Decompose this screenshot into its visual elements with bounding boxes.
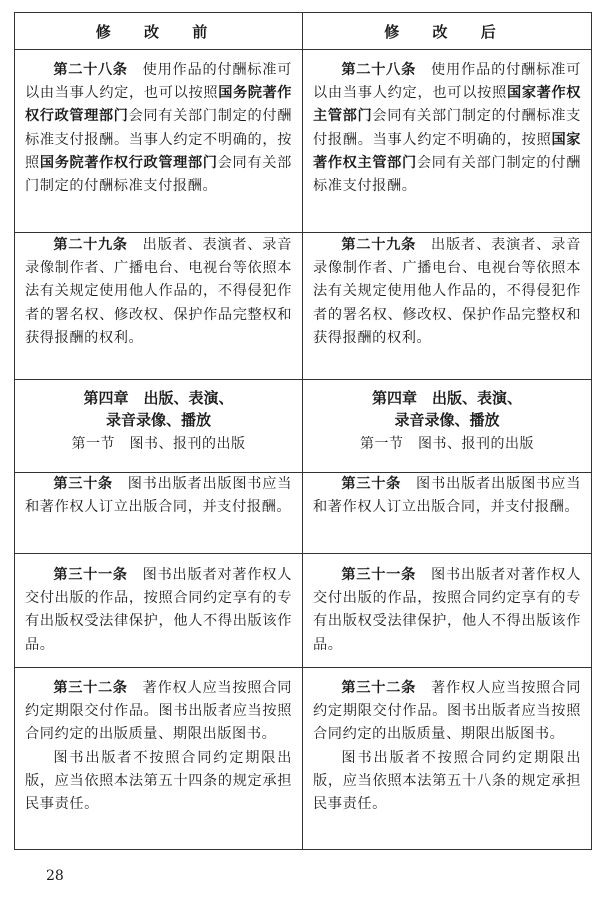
article-31-before: [15, 564, 302, 657]
bold-text: 第三十一条: [53, 567, 128, 583]
article-32-before: [15, 677, 302, 816]
header-after: 修 改 后: [384, 22, 510, 41]
chapter-title-line2: 录音录像、播放: [105, 411, 211, 429]
body-text: 会同有关部门制定的付酬标准支付报酬。当事人约定不明确的，按照: [25, 108, 292, 171]
row-divider: [15, 553, 591, 554]
body-text: 图书出版者不按照合同约定期限出版，应当依照本法第五十四条的规定承担民事责任。: [25, 749, 292, 813]
row-divider: [15, 667, 591, 668]
header-before: 修 改 前: [95, 22, 222, 41]
body-text: 会同有关部门制定的付酬标准支付报酬。当事人约定不明确的，按照: [313, 108, 581, 148]
header-divider: [15, 49, 591, 50]
chapter-title-line1: 第四章 出版、表演、: [83, 389, 234, 407]
bold-text: 第三十条: [53, 476, 113, 492]
article-paragraph: [25, 234, 292, 350]
article-paragraph: [313, 473, 581, 519]
bold-text: 第二十八条: [341, 62, 416, 78]
body-text: 会同有关部门制定的付酬标准支付报酬。: [25, 154, 292, 195]
article-paragraph: [25, 59, 292, 198]
bold-text: 国务院著作权行政管理部门: [39, 154, 218, 171]
article-paragraph: [25, 564, 292, 657]
row-divider: [15, 232, 591, 233]
bold-text: 第三十条: [341, 476, 402, 492]
article-29-after: [303, 234, 591, 350]
body-text: 图书出版者对著作权人交付出版的作品，按照合同约定享有的专有出版权受法律保护，他人不得出版该作品。: [25, 567, 292, 653]
article-32-after: [303, 677, 591, 816]
bold-text: 第三十一条: [341, 567, 416, 583]
article-paragraph: [25, 473, 292, 519]
article-paragraph: [25, 747, 292, 817]
article-paragraph: [313, 747, 581, 817]
row-divider: [15, 379, 591, 380]
chapter-title-line1: 第四章 出版、表演、: [371, 389, 522, 407]
section-title: 第一节 图书、报刊的出版: [360, 436, 534, 452]
bold-text: 国家著作权主管部门: [313, 131, 581, 171]
article-28-before: [15, 59, 302, 198]
body-text: 图书出版者出版图书应当和著作权人订立出版合同，并支付报酬。: [313, 476, 581, 516]
body-text: 出版者、表演者、录音录像制作者、广播电台、电视台等依照本法有关规定使用他人作品的，不得侵犯作者的署名权、修改权、保护作品完整权和获得报酬的权利。: [313, 237, 581, 346]
body-text: 图书出版者对著作权人交付出版的作品，按照合同约定享有的专有出版权受法律保护，他人不得出版该作品。: [313, 567, 581, 653]
bold-text: 第三十二条: [341, 680, 416, 696]
bold-text: 第二十九条: [341, 237, 416, 253]
body-text: 会同有关部门制定的付酬标准支付报酬。: [313, 154, 581, 195]
bold-text: 第二十九条: [53, 237, 128, 253]
article-28-after: [303, 59, 591, 198]
page-number: 28: [46, 868, 64, 884]
body-text: 著作权人应当按照合同约定期限交付作品。图书出版者应当按照合同约定的出版质量、期限出版图书。: [25, 680, 292, 743]
chapter-4-after: [303, 387, 591, 455]
article-paragraph: [25, 677, 292, 747]
chapter-4-before: [15, 387, 302, 455]
body-text: 出版者、表演者、录音录像制作者、广播电台、电视台等依照本法有关规定使用他人作品的，不得侵犯作者的署名权、修改权、保护作品完整权和获得报酬的权利。: [25, 237, 292, 346]
article-paragraph: [313, 234, 581, 350]
article-31-after: [303, 564, 591, 657]
article-paragraph: [313, 677, 581, 747]
article-paragraph: [313, 59, 581, 198]
body-text: 图书出版者出版图书应当和著作权人订立出版合同，并支付报酬。: [25, 476, 292, 516]
body-text: 使用作品的付酬标准可以由当事人约定，也可以按照: [313, 62, 581, 102]
bold-text: 国家著作权主管部门: [313, 85, 581, 125]
article-30-after: [303, 473, 591, 519]
bold-text: 国务院著作权行政管理部门: [25, 85, 292, 125]
bold-text: 第二十八条: [53, 62, 128, 78]
article-29-before: [15, 234, 302, 350]
chapter-title-line2: 录音录像、播放: [394, 411, 500, 429]
article-30-before: [15, 473, 302, 519]
article-paragraph: [313, 564, 581, 657]
comparison-table: [14, 12, 592, 850]
body-text: 图书出版者不按照合同约定期限出版，应当依照本法第五十八条的规定承担民事责任。: [313, 749, 581, 813]
section-title: 第一节 图书、报刊的出版: [71, 436, 246, 452]
bold-text: 第三十二条: [53, 680, 128, 696]
body-text: 使用作品的付酬标准可以由当事人约定，也可以按照: [25, 62, 292, 102]
body-text: 著作权人应当按照合同约定期限交付作品。图书出版者应当按照合同约定的出版质量、期限出版图书。: [313, 680, 581, 743]
